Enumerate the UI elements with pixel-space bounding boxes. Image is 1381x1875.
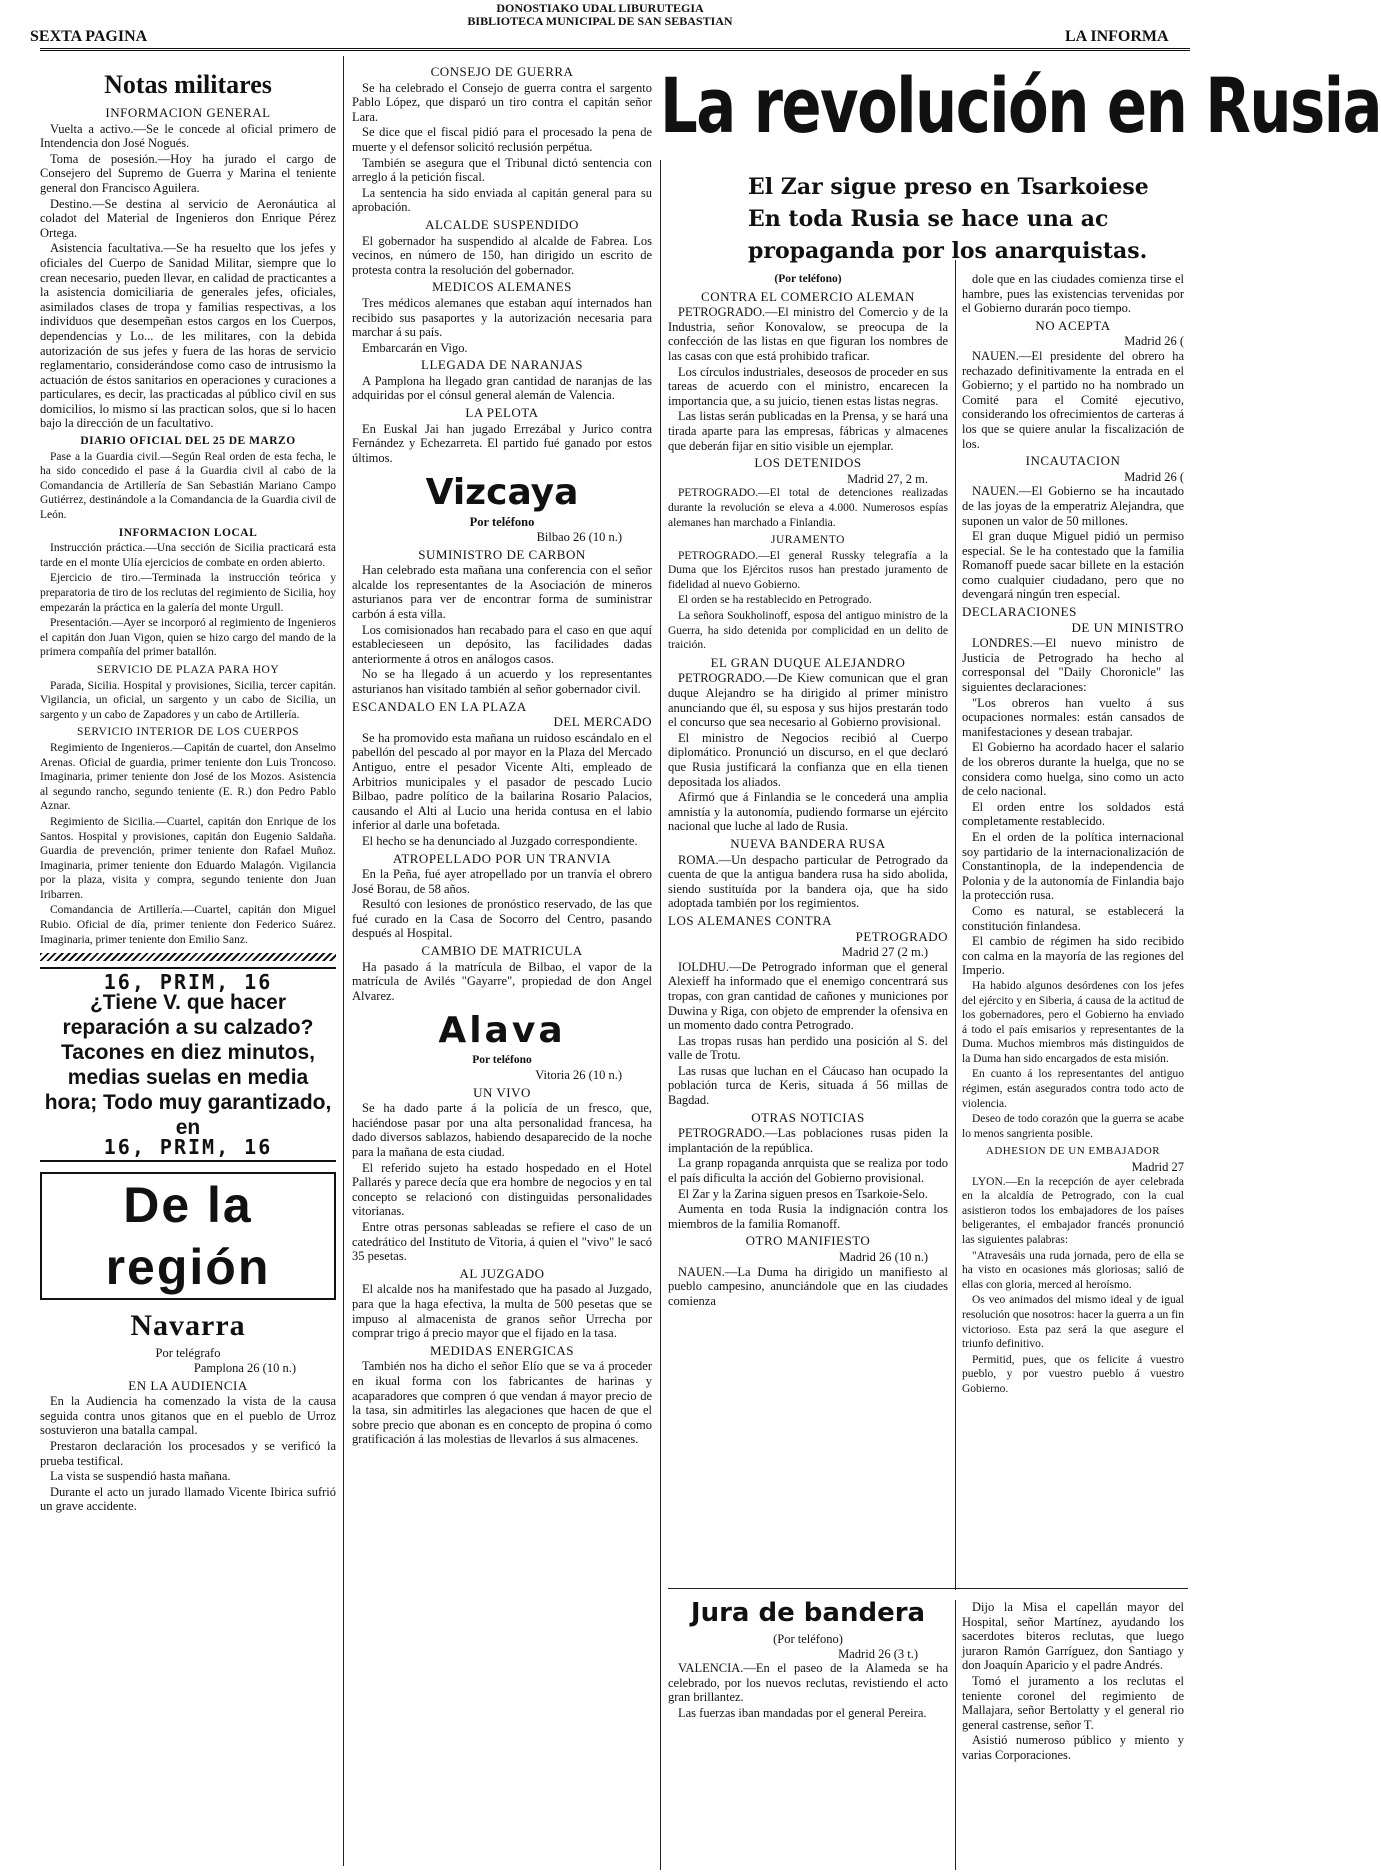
article-paragraph: Comandancia de Artillería.—Cuartel, capitán don Miguel Rubio. Oficial de día, primer teniente don Federico Suárez. Imaginaria, primer teniente don Emilio Sanz. bbox=[40, 904, 336, 946]
article-paragraph: LYON.—En la recepción de ayer celebrada en la alcaldía de Petrogrado, con la cual asistieron todos los embajadores de los países beligerantes, el embajador francés pronunció las siguientes palabras: bbox=[962, 1175, 1184, 1246]
vizcaya-source: Por teléfono bbox=[469, 515, 535, 530]
diario-heading: DIARIO OFICIAL DEL 25 DE MARZO bbox=[80, 435, 296, 448]
ad-text: ¿Tiene V. que hacer reparación a su calzado? Tacones en diez minutos, medias suelas en media hora; Todo muy garantizado, en bbox=[44, 990, 332, 1139]
paper-name: LA INFORMA bbox=[1065, 28, 1169, 45]
article-paragraph: Ha pasado á la matrícula de Bilbao, el vapor de la matrícula de Avilés "Gayarre", propiedad de don Angel Alvarez. bbox=[352, 959, 652, 1003]
revolution-banner: La revolución en Rusia bbox=[660, 61, 1381, 150]
subheadline-3: propaganda por los anarquistas. bbox=[748, 238, 1148, 264]
article-paragraph: Entre otras personas sableadas se refiere el caso de un catedrático del Instituto de Vitoria, á quien el "vivo" le sacó 35 pesetas. bbox=[352, 1219, 652, 1264]
article-paragraph: "Los obreros han vuelto á sus ocupaciones normales: están cansados de manifestaciones y desean trabajar. bbox=[962, 695, 1184, 739]
article-paragraph: Toma de posesión.—Hoy ha jurado el cargo de Consejero del Supremo de Guerra y Marina el teniente general don Francisco Aguilera. bbox=[40, 151, 336, 195]
article-paragraph: Deseo de todo corazón que la guerra se acabe lo menos sangrienta posible. bbox=[962, 1113, 1184, 1140]
article-paragraph: Durante el acto un jurado llamado Vicente Ibirica sufrió un grave accidente. bbox=[40, 1484, 336, 1514]
article-paragraph: PETROGRADO.—El ministro del Comercio y de la Industria, señor Konovalow, se preocupa de la confección de las listas en que figuran los nombres de las casas con que está prohibido traficar. bbox=[668, 305, 948, 363]
ad-address-bottom: 16, PRIM, 16 bbox=[103, 1134, 273, 1159]
article-paragraph: En Euskal Jai han jugado Errezábal y Jurico contra Fernández y Echezarreta. El partido fué ganado por estos últimos. bbox=[352, 421, 652, 465]
article-paragraph: Han celebrado esta mañana una conferencia con el señor alcalde los representantes de la Asociación de mineros asturianos para ver de encontrar forma de suministrar carbón á esta villa. bbox=[352, 563, 652, 621]
subheadline-1: El Zar sigue preso en Tsarkoiese bbox=[748, 174, 1149, 200]
section-heading: DECLARACIONES bbox=[962, 604, 1077, 620]
article-paragraph: El hecho se ha denunciado al Juzgado correspondiente. bbox=[362, 833, 638, 848]
article-paragraph: También se asegura que el Tribunal dictó sentencia con arreglo á la petición fiscal. bbox=[352, 155, 652, 185]
article-paragraph: Ejercicio de tiro.—Terminada la instrucción teórica y preparatoria de tiro de los reclutas del regimiento de Sicilia, hoy empezarán la práctica en la galería del monte Urgull. bbox=[40, 572, 336, 614]
article-paragraph: PETROGRADO.—Las poblaciones rusas piden la implantación de la república. bbox=[668, 1126, 948, 1155]
article-paragraph: El orden entre los soldados está completamente restablecido. bbox=[962, 799, 1184, 829]
article-paragraph: NAUEN.—La Duma ha dirigido un manifiesto al pueblo campesino, anunciándole que en las ciudades comienza bbox=[668, 1264, 948, 1308]
article-paragraph: El Gobierno ha acordado hacer el salario de los obreros durante la huelga, que no se considera como huelga, sino como un acto de celo nacional. bbox=[962, 740, 1184, 799]
article-paragraph: PETROGRADO.—El general Russky telegrafía a la Duma que los Ejércitos rusos han prestado juramento de fidelidad al nuevo Gobierno. bbox=[668, 549, 948, 591]
alava-title: Alava bbox=[438, 1010, 566, 1052]
navarra-source: Por telégrafo bbox=[155, 1346, 221, 1361]
local-info-heading: INFORMACION LOCAL bbox=[118, 526, 258, 539]
article-paragraph: dole que en las ciudades comienza tirse el hambre, pues las existencias tervenidas por el Gobierno durarán poco tiempo. bbox=[962, 272, 1184, 316]
library-line-1: DONOSTIAKO UDAL LIBURUTEGIA bbox=[496, 1, 704, 15]
column-russia-news bbox=[668, 272, 948, 1570]
article-paragraph: Destino.—Se destina al servicio de Aeronáutica al coladot del Material de Ingenieros don Enrique Pérez Ortega. bbox=[40, 196, 336, 240]
section-heading: CONSEJO DE GUERRA bbox=[430, 64, 574, 79]
section-heading: ALCALDE SUSPENDIDO bbox=[425, 216, 579, 232]
column-jura-right bbox=[962, 1600, 1184, 1870]
article-paragraph: ROMA.—Un despacho particular de Petrogrado da cuenta de que la antigua bandera rusa ha sido abolida, siendo sustituída por la bandera oja, que ha sido adoptada también por los regimientos. bbox=[668, 852, 948, 911]
article-paragraph: "Atravesáis una ruda jornada, pero de ella se ha visto en ocasiones más gloriosas; salió de ellas con gloria, merced al heroísmo. bbox=[962, 1249, 1184, 1291]
article-paragraph: Prestaron declaración los procesados y se verificó la prueba testifical. bbox=[40, 1439, 336, 1468]
article-paragraph: Tomó el juramento a los reclutas el teniente coronel del regimiento de Mallajara, señor Bertolatty y el general rio general castrense, señor T. bbox=[962, 1673, 1184, 1732]
section-heading: PETROGRADO bbox=[855, 928, 948, 944]
article-paragraph: Vuelta a activo.—Se le concede al oficial primero de Intendencia don José Nogués. bbox=[40, 121, 336, 151]
article-paragraph: Afirmó que á Finlandia se le concederá una amplia amnistía y la autonomía, pudiendo formarse un ejército nacional que luche al lado de Rusia. bbox=[668, 790, 948, 834]
ad-address-top: 16, PRIM, 16 bbox=[103, 970, 273, 995]
section-heading: NO ACEPTA bbox=[1035, 317, 1111, 333]
dateline: Madrid 27 (2 m.) bbox=[841, 945, 928, 960]
article-paragraph: La señora Soukholinoff, esposa del antiguo ministro de la Guerra, ha sido detenida por complicidad en un delito de traición. bbox=[668, 610, 948, 652]
audiencia-heading: EN LA AUDIENCIA bbox=[128, 1377, 248, 1393]
article-paragraph: La vista se suspendió hasta mañana. bbox=[50, 1469, 231, 1484]
article-paragraph: Tres médicos alemanes que estaban aquí internados han recibido sus pasaportes y la autorización necesaria para marchar á su país. bbox=[352, 295, 652, 340]
navarra-title: Navarra bbox=[130, 1309, 246, 1343]
section-heading: UN VIVO bbox=[473, 1084, 531, 1100]
article-paragraph: Las listas serán publicadas en la Prensa, y se hará una tirada aparte para las empresas, fábricas y almacenes que deberán fijar en sitio visible un ejemplar. bbox=[668, 409, 948, 453]
section-heading: AL JUZGADO bbox=[459, 1265, 545, 1281]
article-paragraph: Presentación.—Ayer se incorporó al regimiento de Ingenieros el capitán don Juan Vigon, quien se hizo cargo del mando de la primera compañía del primer batallón. bbox=[40, 617, 336, 659]
article-paragraph: El cambio de régimen ha sido recibido con calma en la mayoría de las regiones del Imperio. bbox=[962, 934, 1184, 978]
column-rule-2 bbox=[660, 160, 661, 1870]
article-paragraph: Los círculos industriales, deseosos de proceder en sus tareas de acuerdo con el ministro, encarecen la importancia que, a su juicio, tienen estas listas negras. bbox=[668, 364, 948, 408]
article-paragraph: No se ha llegado á un acuerdo y los representantes asturianos han visitado también al señor gobernador civil. bbox=[352, 667, 652, 696]
section-heading: MEDIDAS ENERGICAS bbox=[430, 1342, 574, 1358]
jura-dateline: Madrid 26 (3 t.) bbox=[838, 1646, 918, 1661]
section-heading: ESCANDALO EN LA PLAZA bbox=[352, 698, 527, 714]
alava-dateline: Vitoria 26 (10 n.) bbox=[535, 1068, 622, 1083]
article-paragraph: Las tropas rusas han perdido una posición al S. del valle de Trotu. bbox=[668, 1033, 948, 1063]
article-paragraph: Parada, Sicilia. Hospital y provisiones, Sicilia, tercer capitán. Vigilancia, un oficial, un sargento y un cabo de Sicilia, un sargento y un cabo de Zapadores y un cabo de Artillería. bbox=[40, 679, 336, 721]
article-paragraph: El alcalde nos ha manifestado que ha pasado al Juzgado, para que la haga efectiva, la multa de 500 pesetas que se impuso al almacenista de granos señor Urrecha por comprar trigo á precio mayor que el fijado en la tasa. bbox=[352, 1282, 652, 1341]
section-heading: LLEGADA DE NARANJAS bbox=[421, 357, 583, 373]
section-heading: LOS DETENIDOS bbox=[754, 455, 862, 471]
article-paragraph: El ministro de Negocios recibió al Cuerpo diplomático. Pronunció un discurso, en el que declaró que Rusia justificará la confianza que en ella tienen depositada los aliados. bbox=[668, 730, 948, 789]
article-paragraph: La sentencia ha sido enviada al capitán general para su aprobación. bbox=[352, 185, 652, 215]
article-paragraph: Asistencia facultativa.—Se ha resuelto que los jefes y oficiales del Cuerpo de Sanidad Militar, siempre que lo crean necesario, pueden llevar, en calidad de practicantes a la asistencia domiciliaria de generales jefes, oficiales, asimilados clases de tropa y familias respectivas, a los individuos que desempeñan estos cargos en los Cuerpos, dependencias y Lo... de les militares, con la debida autorización de sus jefes y fuera de las horas de servicio reglamentario, considerándose como caso de intrusismo la actuación de éstos sanitarios en operaciones y curaciones a particulares, es decir, las practicadas al público civil en sus domicilios, lo mismo si las practican solos, que si lo hacen bajo la dirección de un facultativo. bbox=[40, 241, 336, 431]
navarra-dateline: Pamplona 26 (10 n.) bbox=[193, 1361, 296, 1376]
dateline: Madrid 27 bbox=[1131, 1160, 1184, 1175]
article-paragraph: Los comisionados han recabado para el caso en que aquí establecieseen un depósito, las facilidades dadas anteriormente á otros en análogos casos. bbox=[352, 622, 652, 666]
article-paragraph: Se dice que el fiscal pidió para el procesado la pena de muerte y el defensor solicitó reclusión perpétua. bbox=[352, 125, 652, 154]
article-paragraph: Instrucción práctica.—Una sección de Sicilia practicará esta tarde en el monte Ulía ejercicios de combate en orden abierto. bbox=[40, 542, 336, 569]
article-paragraph: Permitid, pues, que os felicite á vuestro pueblo, y por vuestro pueblo á vuestro Gobierno. bbox=[962, 1353, 1184, 1395]
alava-source: Por teléfono bbox=[472, 1054, 532, 1067]
article-paragraph: Asistió numeroso público y miento y varias Corporaciones. bbox=[962, 1733, 1184, 1762]
russia-source: (Por teléfono) bbox=[774, 273, 842, 285]
vizcaya-dateline: Bilbao 26 (10 n.) bbox=[536, 530, 622, 545]
section-heading: LOS ALEMANES CONTRA bbox=[668, 912, 833, 928]
column-military-notes bbox=[40, 60, 336, 1870]
military-notes-title: Notas militares bbox=[104, 70, 272, 99]
shoe-repair-ad bbox=[40, 967, 336, 1162]
section-heading: ATROPELLADO POR UN TRANVIA bbox=[392, 850, 612, 866]
article-paragraph: El referido sujeto ha estado hospedado en el Hotel Pallarés y parece decía que era hombre de negocios y en tal concepto se relacionó con distinguidas personalidades vitorianas. bbox=[352, 1160, 652, 1219]
section-heading: ADHESION DE UN EMBAJADOR bbox=[985, 1145, 1161, 1158]
article-paragraph: El orden se ha restablecido en Petrogrado. bbox=[678, 594, 872, 607]
article-paragraph: En la Peña, fué ayer atropellado por un tranvía el obrero José Borau, de 58 años. bbox=[352, 867, 652, 896]
article-paragraph: PETROGRADO.—El total de detenciones realizadas durante la revolución se eleva a 4.000. Numerosos espías alemanes han marchado a Finlandia. bbox=[668, 487, 948, 529]
article-paragraph: También nos ha dicho el señor Elío que se va á proceder en ikual forma con los fabricantes de harinas y acaparadores que compren ó que vendan á mayor precio de la tasa, sin admitirles las alegaciones que hacen de que el sobre precio que abonan es en concepto de propina ó como gratificación á las molestias de llevarlos á sus almacenes. bbox=[352, 1359, 652, 1447]
article-paragraph: Resultó con lesiones de pronóstico reservado, de las que fué curado en la Casa de Socorro del Centro, pasando después al Hospital. bbox=[352, 897, 652, 941]
article-paragraph: Como es natural, se establecerá la constitución finlandesa. bbox=[962, 903, 1184, 933]
dateline: Madrid 27, 2 m. bbox=[847, 471, 928, 486]
article-paragraph: VALENCIA.—En el paseo de la Alameda se ha celebrado, por los nuevos reclutas, revistiendo el acto gran brillantez. bbox=[668, 1661, 948, 1705]
article-paragraph: El gran duque Miguel pidió un permiso especial. Se le ha contestado que la familia Romanoff puede sacar billete en la estación como cualquier ciudadano, pero que no devengará ningún tren especial. bbox=[962, 529, 1184, 602]
article-paragraph: Aumenta en toda Rusia la indignación contra los miembros de la familia Romanoff. bbox=[668, 1202, 948, 1231]
article-paragraph: A Pamplona ha llegado gran cantidad de naranjas de las adquiridas por el cónsul general alemán de Valencia. bbox=[352, 373, 652, 403]
section-heading: JURAMENTO bbox=[771, 534, 845, 547]
service-heading: SERVICIO DE PLAZA PARA HOY bbox=[96, 663, 280, 676]
article-paragraph: PETROGRADO.—De Kiew comunican que el gran duque Alejandro se ha dirigido al primer ministro anunciando que él, su esposa y sus hijos prestarán todo el concurso que sea necesario al Gobierno provisional. bbox=[668, 671, 948, 730]
article-paragraph: Se ha celebrado el Consejo de guerra contra el sargento Pablo López, que disparó un tiro contra el capitán señor Lara. bbox=[352, 80, 652, 124]
dateline: Madrid 26 ( bbox=[1124, 334, 1184, 349]
jura-source: (Por teléfono) bbox=[773, 1632, 843, 1646]
page-label: SEXTA PAGINA bbox=[30, 28, 148, 45]
column-jura-left bbox=[668, 1594, 948, 1870]
library-line-2: BIBLIOTECA MUNICIPAL DE SAN SEBASTIAN bbox=[467, 14, 733, 28]
article-paragraph: En la Audiencia ha comenzado la vista de la causa seguida contra unos gitanos que en el pueblo de Urroz sostuvieron una batalla campal. bbox=[40, 1394, 336, 1438]
article-paragraph: Se ha promovido esta mañana un ruidoso escándalo en el pabellón del pescado al por mayor en la Plaza del Mercado Antiguo, entre el pesador Vicente Alti, empleado de Arbitrios municipales y el pasador de pescado Lucio Bilbao, padre político de la bailarina Rosario Palacios, causando el Alti al Lucio una herida contusa en el labio inferior al darle una bofetada. bbox=[352, 730, 652, 833]
subheadline-2: En toda Rusia se hace una ac bbox=[748, 206, 1109, 232]
section-heading: DE UN MINISTRO bbox=[1071, 619, 1184, 635]
section-heading: OTRAS NOTICIAS bbox=[751, 1109, 865, 1125]
column-regional-news bbox=[352, 62, 652, 1870]
article-paragraph: En cuanto á los representantes del antiguo régimen, están asegurados contra todo acto de violencia. bbox=[962, 1068, 1184, 1110]
region-banner: De la región bbox=[40, 1172, 336, 1300]
column-russia-continued bbox=[962, 272, 1184, 1570]
article-paragraph: Embarcarán en Vigo. bbox=[362, 340, 468, 355]
article-paragraph: El gobernador ha suspendido al alcalde de Fabrea. Los vecinos, en número de 150, han dirigido un escrito de protesta contra la resolución del gobernador. bbox=[352, 233, 652, 277]
article-paragraph: Regimiento de Sicilia.—Cuartel, capitán don Enrique de los Santos. Hospital y provisiones, capitán don Eugenio Saldaña. Guardia de prevención, primer teniente don Rafael Muñoz. Imaginaria, primer teniente don Eduardo Malagón. Vigilancia por la plaza, visita y compra, segundo teniente don Juan Iribarren. bbox=[40, 815, 336, 901]
article-paragraph: Se ha dado parte á la policía de un fresco, que, haciéndose pasar por una alta personalidad francesa, ha dado diversos sablazos, habiendo desaparecido de la noche para la mañana de esta ciudad. bbox=[352, 1101, 652, 1159]
section-heading: NUEVA BANDERA RUSA bbox=[730, 835, 886, 851]
article-paragraph: LONDRES.—El nuevo ministro de Justicia de Petrogrado ha hecho al corresponsal del "Daily Choronicle" las siguientes declaraciones: bbox=[962, 636, 1184, 695]
dateline: Madrid 26 ( bbox=[1124, 469, 1184, 484]
ornament-divider bbox=[40, 953, 336, 961]
article-paragraph: Dijo la Misa el capellán mayor del Hospital, señor Martínez, ayudando los sacerdotes biteros reclutas, que luego juraron Ramón Garríguez, don Santiago y don Joaquín Aparicio y el padre Andrés. bbox=[962, 1600, 1184, 1673]
section-heading: CAMBIO DE MATRICULA bbox=[421, 943, 583, 959]
jura-title: Jura de bandera bbox=[690, 1598, 926, 1628]
section-heading: INCAUTACION bbox=[1025, 453, 1121, 469]
column-rule-1 bbox=[343, 56, 344, 1866]
article-paragraph: El Zar y la Zarina siguen presos en Tsarkoie-Selo. bbox=[678, 1186, 928, 1201]
section-heading: LA PELOTA bbox=[465, 405, 539, 421]
section-heading: MEDICOS ALEMANES bbox=[432, 279, 572, 295]
article-paragraph: IOLDHU.—De Petrogrado informan que el general Alexieff ha informado que el enemigo concentrará sus tropas, con gran cantidad de cañones y municiones por Duwina y Riga, con objeto de emprender la ofensiva en un momento dado contra Petrogrado. bbox=[668, 959, 948, 1033]
article-paragraph: La granp ropaganda anrquista que se realiza por todo el país dificulta la acción del Gobierno provisional. bbox=[668, 1156, 948, 1186]
jura-rule bbox=[668, 1588, 1188, 1589]
article-paragraph: En el orden de la política internacional soy partidario de la internacionalización de Constantinopla, de la independencia de Polonia y de la autonomía de Finlandia bajo la protección rusa. bbox=[962, 829, 1184, 903]
section-heading: CONTRA EL COMERCIO ALEMAN bbox=[701, 288, 915, 304]
article-paragraph: NAUEN.—El Gobierno se ha incautado de las joyas de la emperatriz Alejandra, que suponen un valor de 50 millones. bbox=[962, 484, 1184, 528]
article-paragraph: Regimiento de Ingenieros.—Capitán de cuartel, don Anselmo Arenas. Oficial de guardia, primer teniente don Luis Troncoso. Imaginaria, primer teniente don José de los Mozos. Asistencia al segundo rancho, segundo teniente (E. R.) don Pedro Pablo Aznar. bbox=[40, 741, 336, 813]
dateline: Madrid 26 (10 n.) bbox=[839, 1250, 928, 1264]
vizcaya-title: Vizcaya bbox=[425, 472, 579, 514]
column-rule-4 bbox=[955, 1600, 956, 1870]
article-paragraph: Os veo animados del mismo ideal y de igual resolución que nosotros: hacer la guerra a un fin victorioso. Esta paz será la que asegure el triunfo definitivo. bbox=[962, 1294, 1184, 1351]
article-paragraph: Las rusas que luchan en el Cáucaso han ocupado la población turca de Keris, situada á 56 millas de Bagdad. bbox=[668, 1063, 948, 1108]
article-paragraph: Ha habido algunos desórdenes con los jefes del ejército y en Siberia, á causa de la actitud de los gobernadores, pero el Gobierno ha enviado á todo el país emisarios y representantes de la Duma. Muchos miembros más distinguidos de la Duma han sido encargados de esta misión. bbox=[962, 979, 1184, 1065]
section-heading: EL GRAN DUQUE ALEJANDRO bbox=[710, 654, 906, 670]
library-stamp bbox=[0, 2, 1200, 28]
article-paragraph: Pase a la Guardia civil.—Según Real orden de esta fecha, le ha sido concedido el pase á la Guardia civil al cabo de la Comandancia de Artillería de San Sebastián Mariano Campo Gutiérrez, destinándole a la Comandancia de la Guardia civil de León. bbox=[40, 450, 336, 522]
column-rule-3 bbox=[955, 260, 956, 1590]
article-paragraph: NAUEN.—El presidente del obrero ha rechazado definitivamente la entrada en el Gobierno; y el partido no ha nombrado un Comité para el Comité ejecutivo, considerando los ofrecimientos de carteras á los que se quiere anular la fiscalización de los. bbox=[962, 348, 1184, 451]
article-paragraph: Las fuerzas iban mandadas por el general Pereira. bbox=[678, 1705, 927, 1720]
interior-service-heading: SERVICIO INTERIOR DE LOS CUERPOS bbox=[76, 726, 300, 739]
section-heading: SUMINISTRO DE CARBON bbox=[418, 546, 586, 562]
header-rule bbox=[40, 48, 1190, 51]
general-info-heading: INFORMACION GENERAL bbox=[105, 105, 271, 120]
section-heading: OTRO MANIFIESTO bbox=[745, 1233, 871, 1249]
section-heading: DEL MERCADO bbox=[553, 714, 652, 730]
